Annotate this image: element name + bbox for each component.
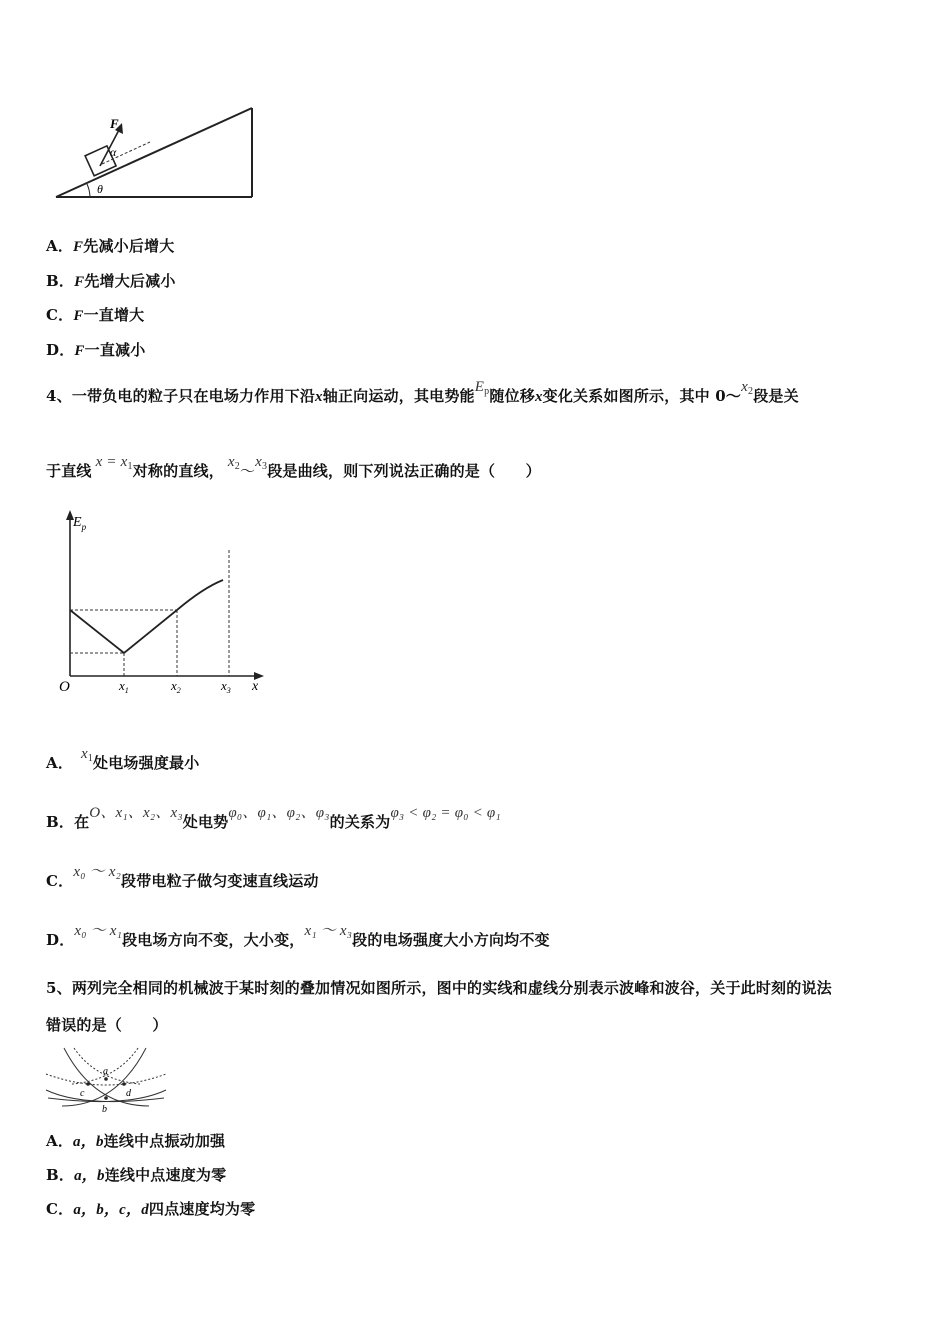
option-letter: B． bbox=[46, 272, 75, 290]
alpha-label: α bbox=[110, 145, 117, 159]
force-label: F bbox=[110, 116, 119, 131]
q3-option-c[interactable] bbox=[46, 304, 144, 325]
incline-surface bbox=[56, 108, 252, 197]
option-letter: A． bbox=[46, 237, 74, 255]
y-axis-label: $E_p$ bbox=[73, 515, 87, 532]
q4-stem-line2: 于直线 $x = x_1$对称的直线， $x_2\sim x_3$段是曲线，则下列说法正确的是（ ） bbox=[46, 454, 541, 480]
q4-option-c[interactable]: C．x₀ ～ x₂段带电粒子做匀变速直线运动 bbox=[46, 864, 319, 890]
ep-x-graph bbox=[55, 508, 275, 708]
q3-option-a[interactable] bbox=[46, 235, 174, 256]
ep-curve bbox=[70, 580, 223, 653]
option-text: 先增大后减小 bbox=[84, 272, 176, 290]
q5-option-b[interactable]: B．a，b连线中点速度为零 bbox=[46, 1166, 227, 1184]
theta-arc bbox=[87, 184, 90, 197]
point-c bbox=[86, 1082, 90, 1086]
option-text: 先减小后增大 bbox=[83, 237, 175, 255]
q5-option-a[interactable]: A．a，b连线中点振动加强 bbox=[46, 1132, 226, 1150]
option-variable: F bbox=[74, 343, 85, 359]
q3-option-b[interactable] bbox=[46, 270, 176, 291]
wave-superposition-figure bbox=[44, 1046, 170, 1118]
x2-tick: $x_2$ bbox=[171, 678, 181, 695]
range-x1-x3: x₁ ～ x₃ bbox=[304, 923, 353, 939]
x2-x3-range: $x_2$ bbox=[227, 454, 240, 472]
points-list: O、x₁、x₂、x₃ bbox=[89, 805, 183, 821]
option-text: 一直增大 bbox=[83, 306, 145, 324]
q5-option-c[interactable]: C．a，b，c，d四点速度均为零 bbox=[46, 1200, 256, 1218]
guide-lines bbox=[70, 550, 229, 676]
option-variable: F bbox=[74, 274, 85, 290]
x-equals-x1: $x = x_1$ bbox=[95, 454, 133, 472]
ep-symbol: $E_p$ bbox=[474, 379, 490, 397]
origin-label: O bbox=[59, 679, 70, 695]
theta-label: θ bbox=[97, 182, 103, 196]
q4-stem-line1: 4、一带负电的粒子只在电场力作用下沿x轴正向运动，其电势能$E_p$随位移x变化关系如图所示，其中 $0\sim x_2$段是关 bbox=[46, 379, 799, 405]
option-variable: F bbox=[73, 239, 84, 255]
q3-option-d[interactable] bbox=[46, 339, 145, 360]
label-c: c bbox=[80, 1088, 85, 1099]
label-a: a bbox=[103, 1066, 108, 1077]
x-axis-label: x bbox=[252, 679, 259, 694]
point-a bbox=[104, 1077, 108, 1081]
option-letter: D． bbox=[46, 341, 75, 359]
range-x0-x2: x₀ ～ x₂ bbox=[73, 864, 121, 880]
incline-figure bbox=[50, 100, 260, 204]
label-d: d bbox=[126, 1088, 131, 1099]
q5-stem-line1: 5、两列完全相同的机械波于某时刻的叠加情况如图所示，图中的实线和虚线分别表示波峰和波谷，关于此时刻的说法 bbox=[46, 979, 832, 997]
option-text: 一直减小 bbox=[84, 341, 146, 359]
x3-tick: $x_3$ bbox=[221, 678, 231, 695]
option-variable: F bbox=[73, 308, 84, 324]
x2-symbol: $x_2$ bbox=[741, 379, 754, 397]
range-x0-x1: x₀ ～ x₁ bbox=[74, 923, 123, 939]
q4-option-a[interactable]: A． $x_1$处电场强度最小 bbox=[46, 746, 200, 772]
potentials-list: φ₀、φ₁、φ₂、φ₃ bbox=[228, 805, 330, 821]
label-b: b bbox=[102, 1104, 107, 1115]
x1-tick: $x_1$ bbox=[119, 678, 129, 695]
point-b bbox=[104, 1096, 108, 1100]
wave-crest-right bbox=[62, 1048, 146, 1106]
point-d bbox=[122, 1082, 126, 1086]
q5-stem-line2: 错误的是（ ） bbox=[46, 1016, 168, 1034]
potential-relation: φ₃ < φ₂ = φ₀ < φ₁ bbox=[390, 805, 501, 821]
option-letter: C． bbox=[46, 306, 74, 324]
q4-option-b[interactable]: B．在O、x₁、x₂、x₃处电势φ₀、φ₁、φ₂、φ₃的关系为φ₃ < φ₂ = φ₀ < φ₁ bbox=[46, 805, 501, 831]
q4-option-d[interactable]: D．x₀ ～ x₁段电场方向不变，大小变，x₁ ～ x₃段的电场强度大小方向均不变 bbox=[46, 923, 550, 949]
